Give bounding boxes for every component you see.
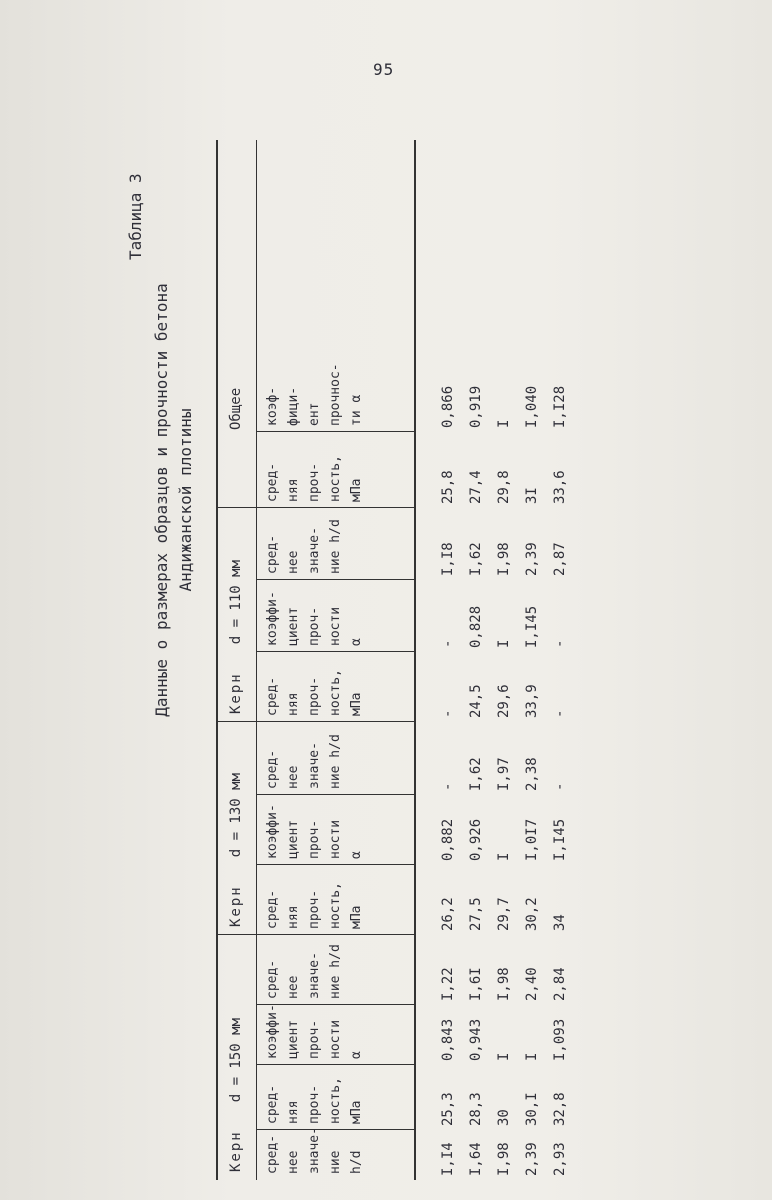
table-cell: 29,8 <box>496 470 512 504</box>
group-header-kern: Керн <box>228 1130 244 1172</box>
table-cell: I,I45 <box>524 605 540 648</box>
table-cell: I <box>496 852 512 861</box>
table-cell: I,98 <box>496 1142 512 1176</box>
table-cell: 2,93 <box>552 1142 568 1176</box>
table-cell: - <box>552 709 568 718</box>
table-cell: I,64 <box>468 1142 484 1176</box>
table-cell: 25,3 <box>440 1092 456 1126</box>
group-header <box>218 148 254 500</box>
table-cell: 0,943 <box>468 1018 484 1061</box>
column-header: коэффи- циент проч- ности α <box>265 804 364 859</box>
column-header: коэффи- циент проч- ности α <box>265 591 364 646</box>
table-cell: 34 <box>552 914 568 931</box>
group-header-dimension: d = 130 мм <box>228 772 244 858</box>
table-cell: 29,6 <box>496 684 512 718</box>
table-cell: I,0I7 <box>524 818 540 861</box>
column-header: сред- нее значе- ние h/d <box>265 1127 364 1174</box>
table-cell: 33,9 <box>524 684 540 718</box>
table-cell: 30,2 <box>524 897 540 931</box>
table-cell: 30 <box>496 1109 512 1126</box>
header-divider <box>256 140 257 1180</box>
table-cell: I <box>496 419 512 428</box>
table-cell: 0,828 <box>468 605 484 648</box>
page-number: 95 <box>373 60 395 79</box>
table-cell: 33,6 <box>552 470 568 504</box>
table-cell: 32,8 <box>552 1092 568 1126</box>
group-header-dimension: d = 110 мм <box>228 559 244 645</box>
group-header-kern: Керн <box>228 885 244 927</box>
table-cell: I,97 <box>496 757 512 791</box>
table-cell: 26,2 <box>440 897 456 931</box>
table-cell: 0,843 <box>440 1018 456 1061</box>
table-cell: 30,I <box>524 1092 540 1126</box>
table-cell: I,I45 <box>552 818 568 861</box>
table-cell: - <box>552 782 568 791</box>
table-cell: 28,3 <box>468 1092 484 1126</box>
column-header: сред- нее значе- ние h/d <box>265 944 343 999</box>
column-header: сред- няя проч- ность, мПа <box>265 1077 364 1124</box>
column-header: сред- нее значе- ние h/d <box>265 734 343 789</box>
caption-line-2: Андижанской плотины <box>176 408 195 592</box>
table-cell: 2,39 <box>524 542 540 576</box>
table-cell: 0,919 <box>468 385 484 428</box>
table-cell: 0,926 <box>468 818 484 861</box>
table-cell: 27,4 <box>468 470 484 504</box>
table-cell: I,62 <box>468 542 484 576</box>
table-cell: I,I8 <box>440 542 456 576</box>
table-cell: 2,39 <box>524 1142 540 1176</box>
group-header-kern: Керн <box>228 672 244 714</box>
table-cell: I <box>496 639 512 648</box>
column-header: сред- няя проч- ность, мПа <box>265 455 364 502</box>
table-cell: - <box>552 639 568 648</box>
table-label: Таблица 3 <box>126 173 145 260</box>
column-header: сред- нее значе- ние h/d <box>265 519 343 574</box>
column-header: сред- няя проч- ность, мПа <box>265 669 364 716</box>
table-cell: I,62 <box>468 757 484 791</box>
table-cell: 24,5 <box>468 684 484 718</box>
table-cell: - <box>440 782 456 791</box>
table-cell: I,98 <box>496 542 512 576</box>
table-cell: 2,87 <box>552 542 568 576</box>
group-header-dimension: Общее <box>228 387 244 430</box>
table-cell: - <box>440 639 456 648</box>
rotated-table-block <box>126 140 646 1180</box>
table-cell: 2,40 <box>524 967 540 1001</box>
column-header: коэф- фици- ент прочнос- ти α <box>265 363 364 426</box>
table-cell: 25,8 <box>440 470 456 504</box>
table-cell: I,6I <box>468 967 484 1001</box>
table-cell: I,040 <box>524 385 540 428</box>
table-cell: 0,866 <box>440 385 456 428</box>
caption-line-1: Данные о размерах образцов и прочности бетона <box>152 283 171 717</box>
table-cell: I <box>496 1052 512 1061</box>
table-cell: I,22 <box>440 967 456 1001</box>
table-cell: I <box>524 1052 540 1061</box>
table-cell: I,093 <box>552 1018 568 1061</box>
table-cell: 2,38 <box>524 757 540 791</box>
table-cell: 29,7 <box>496 897 512 931</box>
table-cell: - <box>440 709 456 718</box>
table-cell: 3I <box>524 487 540 504</box>
group-header-dimension: d = 150 мм <box>228 1017 244 1103</box>
table-caption <box>150 180 198 820</box>
table-header-grid <box>216 140 416 1180</box>
column-header: коэффи- циент проч- ности α <box>265 1004 364 1059</box>
table-cell: I,I28 <box>552 385 568 428</box>
table-cell: I,98 <box>496 967 512 1001</box>
table-cell: 27,5 <box>468 897 484 931</box>
table-cell: 0,882 <box>440 818 456 861</box>
group-header <box>218 730 254 927</box>
table-cell: I,I4 <box>440 1142 456 1176</box>
group-header <box>218 943 254 1172</box>
column-header: сред- няя проч- ность, мПа <box>265 882 364 929</box>
group-header <box>218 516 254 714</box>
table-cell: 2,84 <box>552 967 568 1001</box>
